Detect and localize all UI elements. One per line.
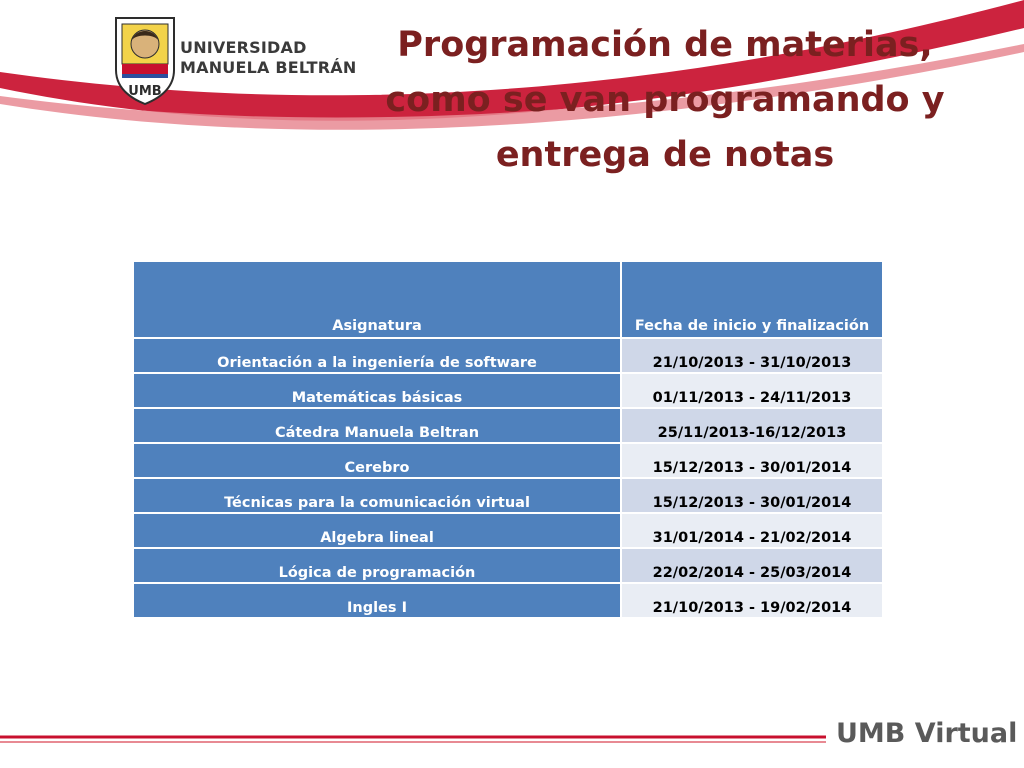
- table-header-row: [133, 261, 883, 338]
- table-row: [133, 443, 883, 478]
- table-row: [133, 583, 883, 618]
- footer-divider: [0, 731, 830, 745]
- logo-text-line2: MANUELA BELTRÁN: [180, 58, 357, 77]
- dates-cell: 01/11/2013 - 24/11/2013: [621, 373, 883, 408]
- table-row: [133, 548, 883, 583]
- table-row: [133, 513, 883, 548]
- table-row: [133, 373, 883, 408]
- dates-cell: 21/10/2013 - 31/10/2013: [621, 338, 883, 373]
- dates-cell: 15/12/2013 - 30/01/2014: [621, 443, 883, 478]
- table-row: [133, 338, 883, 373]
- subject-cell: Cerebro: [133, 443, 621, 478]
- subject-cell: Técnicas para la comunicación virtual: [133, 478, 621, 513]
- dates-cell: 15/12/2013 - 30/01/2014: [621, 478, 883, 513]
- column-header-dates: Fecha de inicio y finalización: [621, 261, 883, 338]
- dates-cell: 31/01/2014 - 21/02/2014: [621, 513, 883, 548]
- course-schedule-table: [132, 260, 884, 619]
- umb-virtual-brand: UMB Virtual: [836, 718, 1018, 749]
- subject-cell: Orientación a la ingeniería de software: [133, 338, 621, 373]
- dates-cell: 25/11/2013-16/12/2013: [621, 408, 883, 443]
- subject-cell: Algebra lineal: [133, 513, 621, 548]
- seal-label: UMB: [128, 84, 162, 99]
- subject-cell: Ingles I: [133, 583, 621, 618]
- university-seal-icon: [110, 14, 180, 106]
- column-header-subject: Asignatura: [133, 261, 621, 338]
- table-row: [133, 408, 883, 443]
- table-row: [133, 478, 883, 513]
- subject-cell: Matemáticas básicas: [133, 373, 621, 408]
- dates-cell: 22/02/2014 - 25/03/2014: [621, 548, 883, 583]
- slide-title: Programación de materias, como se van programando y entrega de notas: [385, 25, 945, 175]
- logo-text: [180, 38, 356, 78]
- subject-cell: Cátedra Manuela Beltran: [133, 408, 621, 443]
- logo-text-line1: UNIVERSIDAD: [180, 38, 307, 57]
- dates-cell: 21/10/2013 - 19/02/2014: [621, 583, 883, 618]
- university-logo: [110, 14, 357, 106]
- subject-cell: Lógica de programación: [133, 548, 621, 583]
